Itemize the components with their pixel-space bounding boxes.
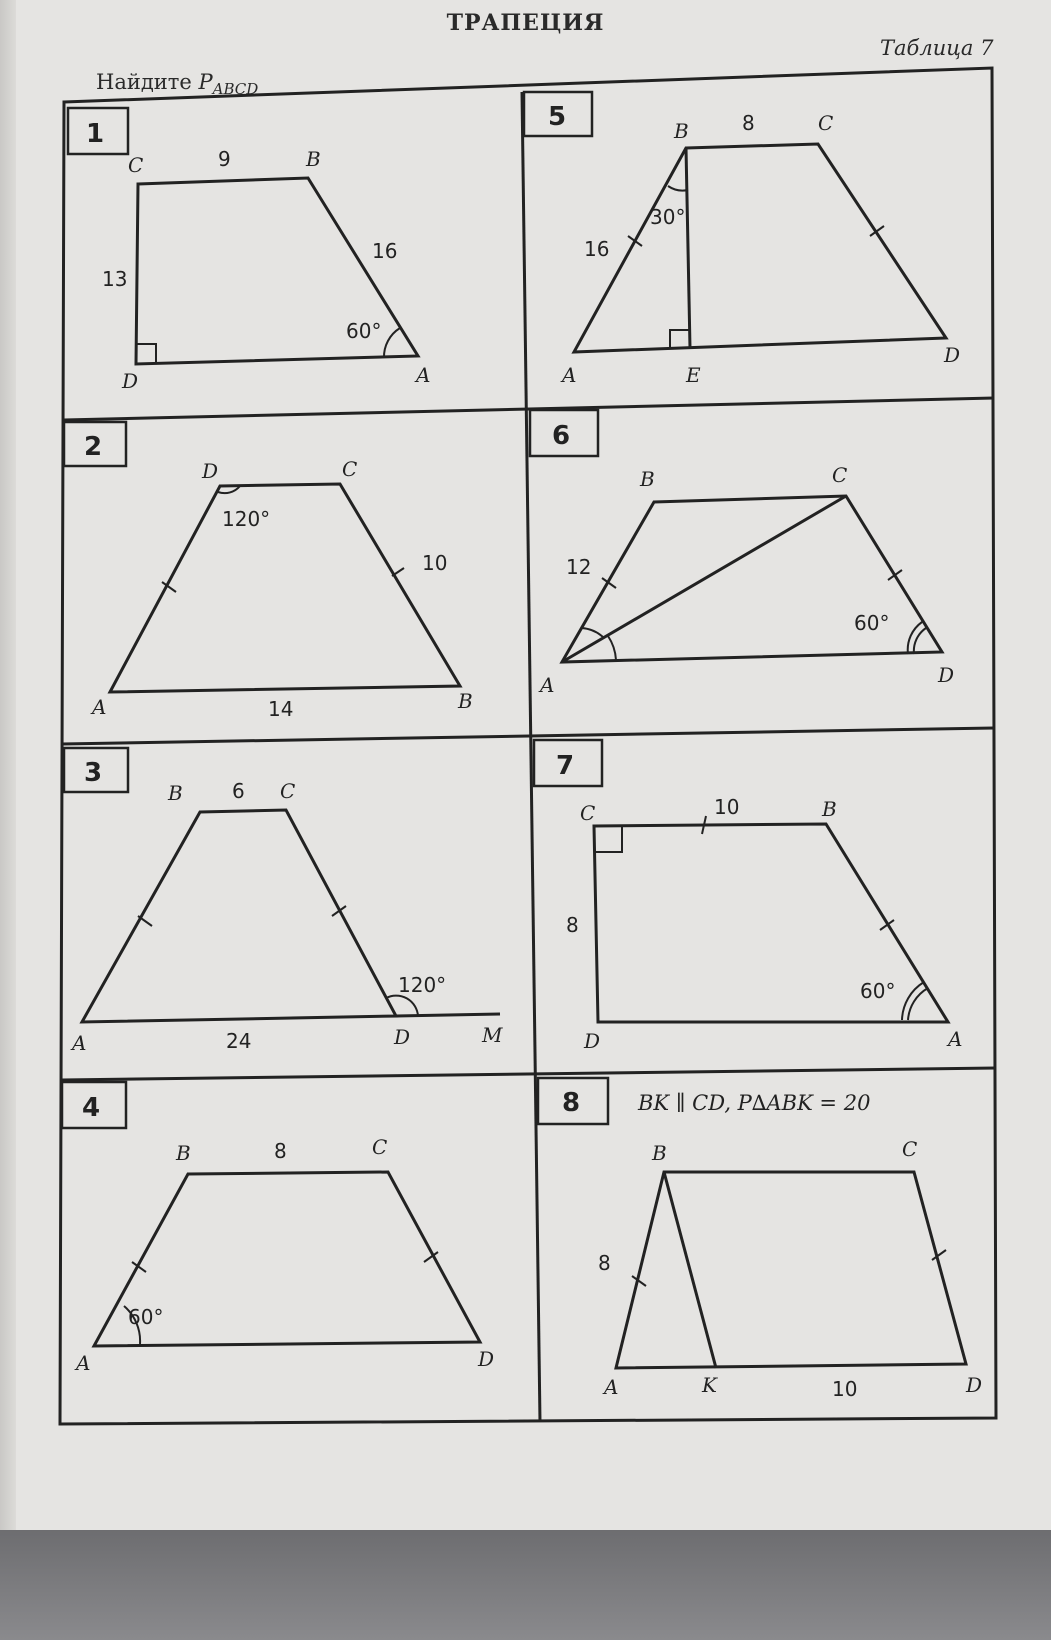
cell-number-1 xyxy=(68,108,128,154)
figure-2 xyxy=(90,457,473,721)
vertex-label: A xyxy=(540,673,555,697)
vertex-label: M xyxy=(482,1023,503,1047)
angle-label: 60° xyxy=(346,319,382,343)
grid-line-row2 xyxy=(62,728,994,744)
angle-label: 30° xyxy=(650,205,686,229)
vertex-label: D xyxy=(944,343,961,367)
vertex-label: C xyxy=(342,457,358,481)
length-label: 13 xyxy=(102,267,128,291)
length-label: 16 xyxy=(372,239,398,263)
vertex-label: A xyxy=(604,1375,619,1399)
length-label: 6 xyxy=(232,779,245,803)
trapezoid-5 xyxy=(574,144,946,352)
page-title: ТРАПЕЦИЯ xyxy=(446,10,605,36)
vertex-label: C xyxy=(580,801,596,825)
length-label: 10 xyxy=(832,1377,858,1401)
vertex-label: B xyxy=(822,797,837,821)
vertex-label: C xyxy=(280,779,296,803)
length-label: 10 xyxy=(422,551,448,575)
angle-label: 60° xyxy=(128,1305,164,1329)
figure-1 xyxy=(102,147,430,393)
length-label: 14 xyxy=(268,697,294,721)
table-border xyxy=(60,68,996,1424)
figure-6 xyxy=(538,463,954,697)
figure-7 xyxy=(566,795,962,1053)
vertex-label: C xyxy=(832,463,848,487)
length-label: 8 xyxy=(742,111,755,135)
extension-line-DM xyxy=(396,1014,500,1016)
angle-arc xyxy=(582,628,604,638)
cell-number-4 xyxy=(62,1082,126,1128)
vertex-label: C xyxy=(128,153,144,177)
figure-5 xyxy=(560,111,960,387)
vertex-label: B xyxy=(168,781,183,805)
angle-label: 60° xyxy=(860,979,896,1003)
right-angle-mark xyxy=(594,826,622,852)
angle-arc xyxy=(608,636,616,660)
grid-line-vertical xyxy=(522,92,540,1422)
figure-8 xyxy=(598,1091,982,1401)
instruction-variable: P xyxy=(198,70,213,94)
length-label: 8 xyxy=(566,913,579,937)
problem-number: 3 xyxy=(84,758,103,788)
angle-arc xyxy=(384,328,400,358)
vertex-label: B xyxy=(674,119,689,143)
length-label: 8 xyxy=(598,1251,611,1275)
problem-number: 6 xyxy=(552,421,571,451)
vertex-label: B xyxy=(640,467,655,491)
vertex-label: B xyxy=(306,147,321,171)
length-label: 12 xyxy=(566,555,592,579)
angle-label: 60° xyxy=(854,611,890,635)
angle-label: 120° xyxy=(222,507,271,531)
problem-number: 2 xyxy=(84,432,103,462)
cell-number-7 xyxy=(534,740,602,786)
right-angle-mark xyxy=(136,344,156,364)
vertex-label: A xyxy=(948,1027,963,1051)
right-angle-mark xyxy=(670,330,690,349)
vertex-label: B xyxy=(652,1141,667,1165)
cell-number-8 xyxy=(538,1078,608,1124)
trapezoid-2 xyxy=(110,484,460,692)
cell-number-3 xyxy=(64,748,128,792)
equal-tick xyxy=(888,570,902,580)
vertex-label: D xyxy=(394,1025,411,1049)
vertex-label: D xyxy=(966,1373,983,1397)
problem-number: 1 xyxy=(86,119,105,149)
instruction-subscript: ABCD xyxy=(212,80,259,99)
vertex-label: A xyxy=(72,1031,87,1055)
cell-number-6 xyxy=(530,410,598,456)
vertex-label: K xyxy=(702,1373,717,1397)
equal-tick xyxy=(628,236,642,246)
desk-surface xyxy=(0,1530,1051,1640)
vertex-label: C xyxy=(818,111,834,135)
vertex-label: A xyxy=(562,363,577,387)
problem-number: 4 xyxy=(82,1093,101,1123)
vertex-label: B xyxy=(176,1141,191,1165)
table-label: Таблица 7 xyxy=(880,36,994,60)
figure-4 xyxy=(74,1135,494,1375)
vertex-label: D xyxy=(584,1029,601,1053)
vertex-label: D xyxy=(202,459,219,483)
vertex-label: D xyxy=(938,663,955,687)
height-BE xyxy=(686,148,690,348)
cell-number-2 xyxy=(64,422,126,466)
length-label: 24 xyxy=(226,1029,252,1053)
angle-arc xyxy=(668,186,688,191)
trapezoid-3 xyxy=(82,810,396,1022)
problem-condition: BK ∥ CD, P∆ABK = 20 xyxy=(638,1091,871,1115)
problem-number: 7 xyxy=(556,751,575,781)
figure-3 xyxy=(70,779,503,1055)
angle-arc-double xyxy=(914,628,926,654)
trapezoid-6 xyxy=(562,496,942,662)
angle-label: 120° xyxy=(398,973,447,997)
length-label: 8 xyxy=(274,1139,287,1163)
angle-arc-double xyxy=(902,982,924,1020)
vertex-label: A xyxy=(92,695,107,719)
problem-number: 5 xyxy=(548,102,567,132)
trapezoid-8 xyxy=(616,1172,966,1368)
grid-line-row3 xyxy=(62,1068,996,1080)
vertex-label: D xyxy=(478,1347,495,1371)
vertex-label: D xyxy=(122,369,139,393)
vertex-label: A xyxy=(416,363,431,387)
vertex-label: A xyxy=(76,1351,91,1375)
problem-number: 8 xyxy=(562,1088,581,1118)
instruction-prefix: Найдите xyxy=(96,70,199,94)
vertex-label: C xyxy=(372,1135,388,1159)
segment-BK xyxy=(664,1172,716,1368)
vertex-label: E xyxy=(686,363,701,387)
length-label: 9 xyxy=(218,147,231,171)
vertex-label: B xyxy=(458,689,473,713)
length-label: 10 xyxy=(714,795,740,819)
cell-number-5 xyxy=(524,92,592,136)
vertex-label: C xyxy=(902,1137,918,1161)
length-label: 16 xyxy=(584,237,610,261)
